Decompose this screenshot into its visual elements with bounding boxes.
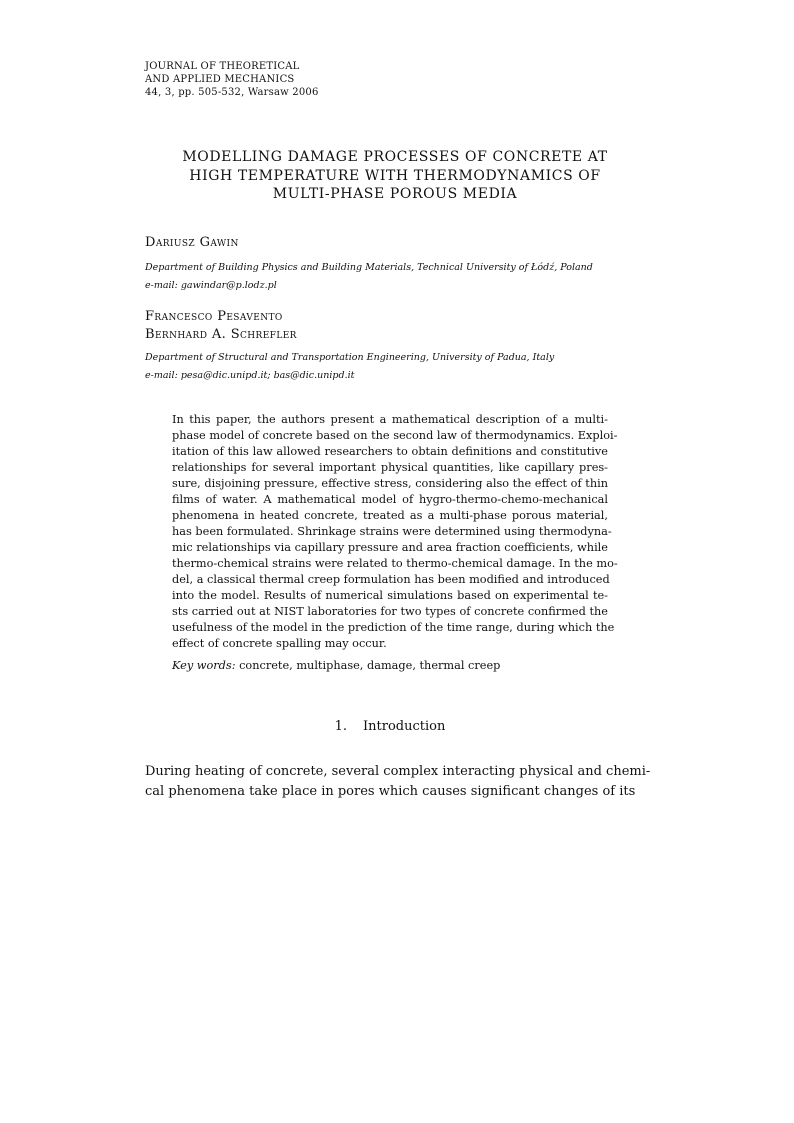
keywords-values: concrete, multiphase, damage, thermal creep — [239, 659, 501, 672]
abstract-line: relationships for several important physical quantities, like capillary pres- — [172, 461, 608, 474]
title-line3: MULTI-PHASE POROUS MEDIA — [272, 186, 518, 202]
body-line: During heating of concrete, several complex interacting physical and chemi- — [145, 764, 651, 779]
author-name: Francesco Pesavento — [145, 309, 283, 324]
abstract-line: thermo-chemical strains were related to thermo-chemical damage. In the mo- — [172, 557, 618, 570]
abstract — [172, 412, 618, 652]
abstract-line: into the model. Results of numerical simulations based on experimental te- — [172, 589, 608, 602]
email-address[interactable]: pesa@dic.unipd.it; bas@dic.unipd.it — [180, 370, 355, 381]
body-line: cal phenomena take place in pores which causes significant changes of its — [145, 784, 636, 799]
abstract-line: phenomena in heated concrete, treated as a multi-phase porous material, — [172, 509, 608, 522]
author-affiliation: Department of Structural and Transportation Engineering, University of Padua, Italy — [145, 352, 555, 363]
abstract-line: sure, disjoining pressure, effective stress, considering also the effect of thin — [172, 477, 608, 490]
section-number: 1. — [334, 719, 348, 734]
abstract-line: In this paper, the authors present a mathematical description of a multi- — [172, 413, 608, 426]
title-line2: HIGH TEMPERATURE WITH THERMODYNAMICS OF — [189, 167, 601, 184]
author-email — [145, 370, 354, 381]
abstract-line: mic relationships via capillary pressure and area fraction coefficients, while — [172, 541, 608, 554]
journal-citation: 44, 3, pp. 505-532, Warsaw 2006 — [145, 87, 319, 98]
journal-header — [145, 60, 319, 99]
author-name: Dariusz Gawin — [145, 235, 239, 250]
author-email — [145, 280, 277, 291]
journal-name-line2: AND APPLIED MECHANICS — [145, 74, 295, 85]
section-title: Introduction — [363, 719, 446, 734]
journal-name-line1: JOURNAL OF THEORETICAL — [145, 61, 300, 72]
abstract-line: del, a classical thermal creep formulation has been modified and introduced — [172, 573, 610, 586]
title-line1: MODELLING DAMAGE PROCESSES OF CONCRETE AT — [182, 149, 608, 165]
email-address[interactable]: gawindar@p.lodz.pl — [180, 280, 277, 291]
author-affiliation: Department of Building Physics and Building Materials, Technical University of Łódź, Poland — [145, 262, 593, 273]
paper-title — [145, 148, 645, 204]
email-label: e-mail: — [145, 280, 178, 291]
author-name: Bernhard A. Schrefler — [145, 327, 297, 342]
abstract-line: films of water. A mathematical model of hygro-thermo-chemo-mechanical — [172, 493, 608, 506]
abstract-line: effect of concrete spalling may occur. — [172, 637, 387, 650]
body-paragraph — [145, 762, 651, 802]
section-heading — [145, 719, 635, 734]
abstract-line: itation of this law allowed researchers to obtain definitions and constitutive — [172, 445, 608, 458]
abstract-line: usefulness of the model in the prediction of the time range, during which the — [172, 621, 615, 634]
abstract-text — [172, 412, 618, 652]
abstract-line: has been formulated. Shrinkage strains were determined using thermodyna- — [172, 525, 612, 538]
abstract-line: sts carried out at NIST laboratories for two types of concrete confirmed the — [172, 605, 608, 618]
keywords — [172, 659, 500, 672]
keywords-label: Key words: — [172, 659, 236, 672]
email-label: e-mail: — [145, 370, 178, 381]
abstract-line: phase model of concrete based on the second law of thermodynamics. Exploi- — [172, 429, 618, 442]
